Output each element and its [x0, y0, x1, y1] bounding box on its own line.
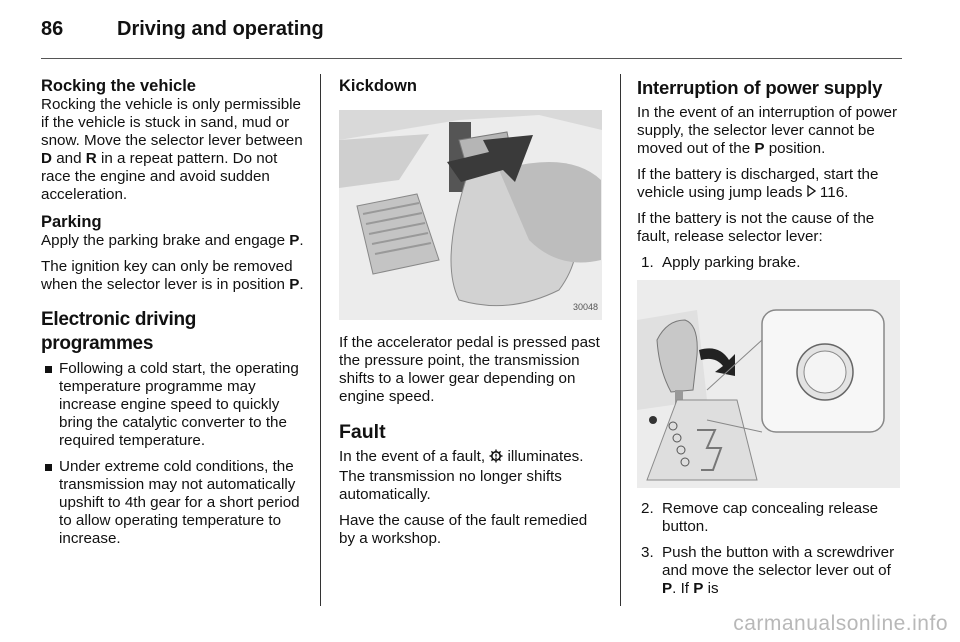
edp-heading: Electronic driving programmes [41, 309, 197, 354]
kickdown-paragraph: If the accelerator pedal is pressed past the pressure point, the transmission shifts to a lower gear depending on engine speed. [339, 334, 600, 405]
watermark: carmanualsonline.info [733, 612, 948, 635]
interruption-heading: Interruption of power supply [637, 77, 883, 98]
fault-paragraph-1: In the event of a fault, illuminates. The transmission no longer shifts automatically. [339, 448, 584, 503]
list-item: Following a cold start, the operating temperature programme may increase engine speed to quickly bring the catalytic converter to the required temperature. [41, 360, 306, 450]
kickdown-heading: Kickdown [339, 77, 417, 95]
kickdown-illustration [339, 110, 602, 320]
list-item: Under extreme cold conditions, the transmission may not automatically upshift to 4th gear for a short period to allow operating temperature to increase. [41, 458, 306, 548]
interruption-paragraph: In the event of an interruption of power supply, the selector lever cannot be moved out of the P position. [637, 104, 898, 157]
edp-list [41, 360, 306, 548]
column-3 [637, 76, 903, 606]
rocking-heading: Rocking the vehicle [41, 77, 196, 95]
page-title: Driving and operating [117, 18, 324, 40]
ignition-paragraph: The ignition key can only be removed when the selector lever is in position P. [41, 258, 304, 293]
page-header [41, 18, 324, 48]
fault-paragraph-2: Have the cause of the fault remedied by a workshop. [339, 512, 588, 547]
battery-paragraph-1: If the battery is discharged, start the vehicle using jump leads 116. [637, 166, 879, 201]
selector-lever-illustration [637, 280, 900, 488]
list-item: 2. Remove cap concealing release button. [641, 500, 879, 535]
column-2 [339, 76, 604, 556]
gear-warning-icon [489, 449, 503, 468]
column-1 [41, 76, 306, 556]
lever-illustration [637, 280, 900, 488]
pedal-illustration [339, 110, 602, 320]
release-steps-continued [637, 500, 903, 598]
header-rule [41, 58, 902, 59]
column-divider-2 [620, 74, 621, 606]
rocking-paragraph: Rocking the vehicle is only permissible if the vehicle is stuck in sand, mud or snow. Move the selector lever between D and R in a repeat pattern. Do not race the engine and avoid sudden acceleration. [41, 96, 303, 203]
column-divider-1 [320, 74, 321, 606]
parking-paragraph: Apply the parking brake and engage P. [41, 232, 304, 249]
fault-heading: Fault [339, 421, 386, 443]
battery-paragraph-2: If the battery is not the cause of the fault, release selector lever: [637, 210, 875, 245]
page-number: 86 [41, 18, 64, 40]
illustration-code: 30048 [572, 302, 598, 312]
release-steps [637, 254, 903, 272]
list-item: 1. Apply parking brake. [641, 254, 801, 271]
parking-heading: Parking [41, 213, 102, 231]
list-item: 3. Push the button with a screwdriver and move the selector lever out of P. If P is [641, 544, 895, 597]
page-ref-icon [807, 184, 816, 201]
